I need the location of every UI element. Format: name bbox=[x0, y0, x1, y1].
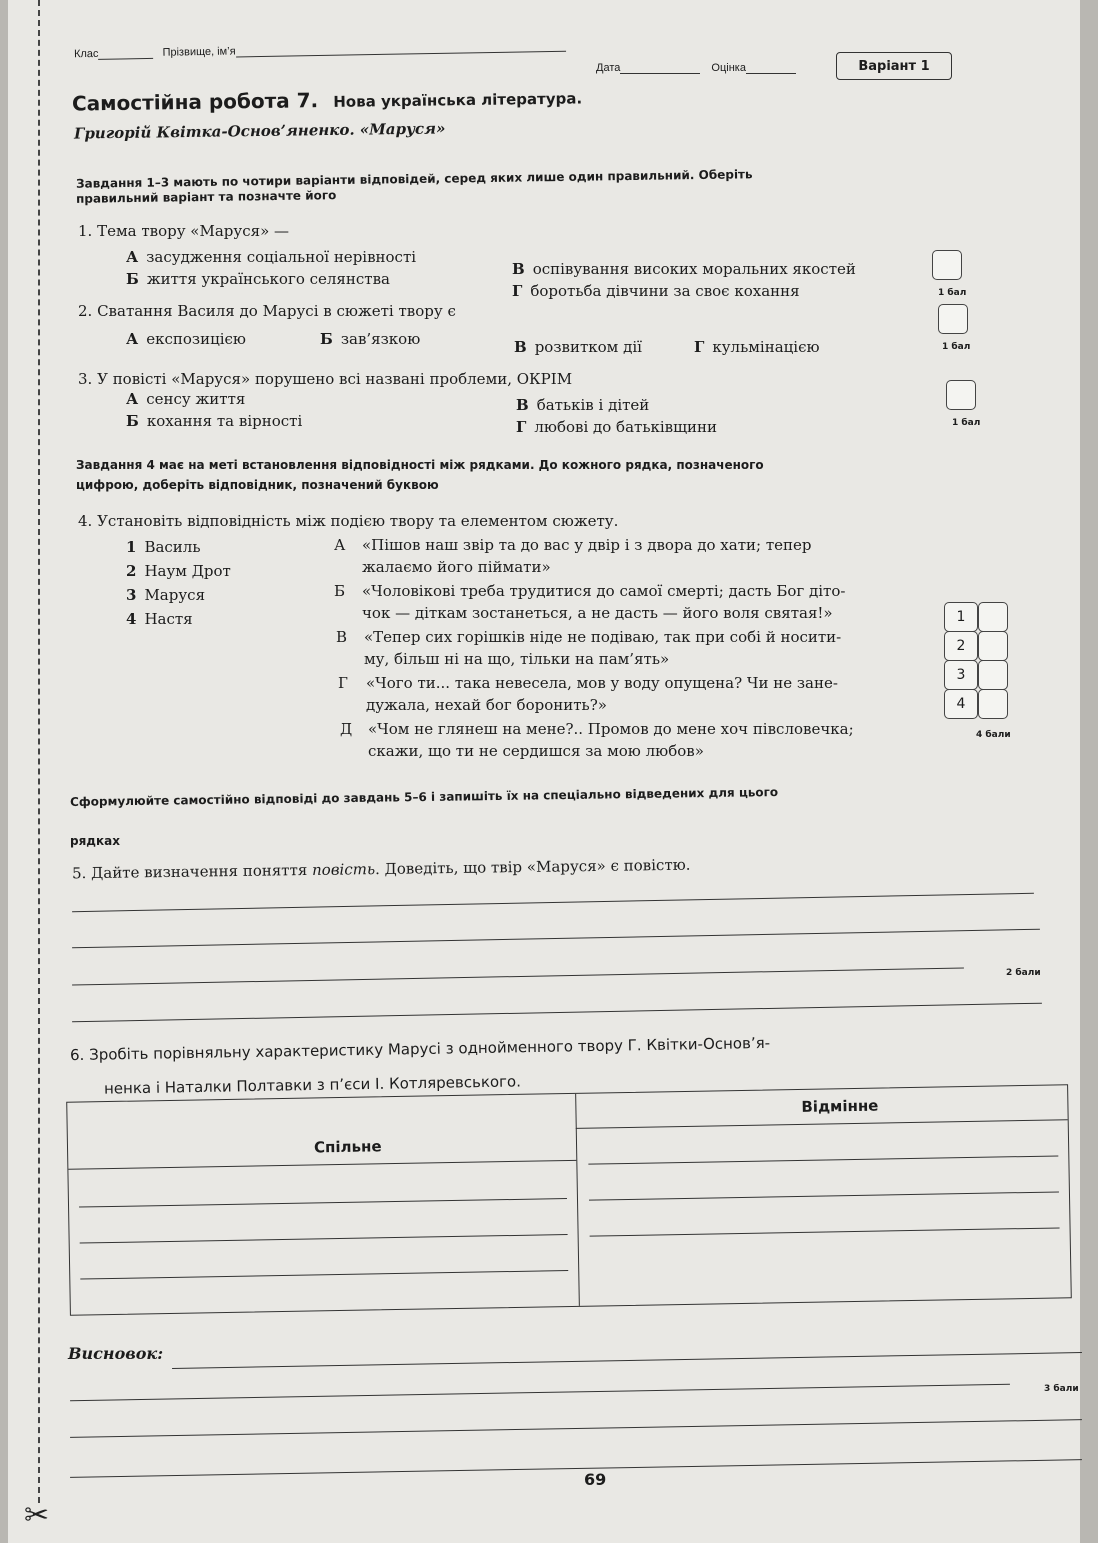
q4-right-letter: В bbox=[336, 628, 348, 646]
q3-option-g[interactable]: Г любові до батьківщини bbox=[516, 418, 718, 436]
page-title: Самостійна робота 7. bbox=[71, 88, 319, 116]
comparison-table bbox=[66, 1084, 1072, 1315]
q3-option-v[interactable]: В батьків і дітей bbox=[516, 396, 650, 414]
q1-option-g[interactable]: Г боротьба дівчини за своє кохання bbox=[512, 282, 800, 300]
name-label: Прізвище, ім’я bbox=[162, 45, 236, 59]
scissors-icon: ✂ bbox=[24, 1498, 50, 1533]
q3-option-b[interactable]: Б кохання та вірності bbox=[126, 412, 303, 430]
q4-right-line: «Чом не глянеш на мене?.. Промов до мене хоч півсловечка; bbox=[368, 720, 854, 738]
instruction-2-line1: Завдання 4 має на меті встановлення відповідності між рядками. До кожного рядка, позначеного bbox=[76, 458, 764, 472]
q4-answer-row bbox=[944, 689, 1010, 717]
answer-line[interactable] bbox=[80, 1270, 568, 1280]
question-6-line2: ненка і Наталки Полтавки з п’єси І. Котляревського. bbox=[103, 1072, 522, 1098]
q4-right-line: му, більш ні на що, тільки на пам’ять» bbox=[364, 650, 670, 668]
instruction-2-line2: цифрою, доберіть відповідник, позначений буквою bbox=[76, 478, 439, 492]
answer-line[interactable] bbox=[172, 1352, 1082, 1369]
q1-answer-box[interactable] bbox=[932, 250, 962, 280]
variant-badge: Варіант 1 bbox=[836, 52, 952, 80]
q4-right-line: «Чого ти... така невесела, мов у воду опущена? Чи не зане- bbox=[366, 674, 838, 692]
instruction-3-line1: Сформулюйте самостійно відповіді до завдань 5–6 і запишіть їх на спеціально відведених для цього bbox=[69, 785, 779, 809]
date-grade-row bbox=[596, 62, 796, 74]
q4-right-line: скажи, що ти не сердишся за мою любов» bbox=[368, 742, 704, 760]
instruction-3-line2: рядках bbox=[70, 834, 120, 848]
q1-option-b[interactable]: Б життя українського селянства bbox=[126, 270, 390, 288]
question-4-text: 4. Установіть відповідність між подією твору та елементом сюжету. bbox=[78, 512, 619, 530]
q3-score: 1 бал bbox=[952, 418, 981, 428]
q4-right-letter: А bbox=[334, 536, 346, 554]
answer-line[interactable] bbox=[72, 929, 1040, 949]
q6-score: 3 бали bbox=[1044, 1384, 1079, 1394]
answer-line[interactable] bbox=[70, 1459, 1082, 1478]
page-subtitle: Нова українська література. bbox=[333, 89, 583, 111]
q4-left-item: 4 Настя bbox=[126, 610, 193, 628]
q4-right-line: жалаємо його піймати» bbox=[362, 558, 551, 576]
col-common-header: Спільне bbox=[313, 1137, 382, 1157]
q4-answer-row bbox=[944, 660, 1010, 688]
q4-score: 4 бали bbox=[976, 730, 1011, 740]
class-field[interactable] bbox=[99, 58, 154, 60]
q4-answer-cell[interactable] bbox=[978, 602, 1008, 632]
answer-line[interactable] bbox=[72, 1003, 1042, 1023]
q4-right-letter: Б bbox=[334, 582, 346, 600]
answer-line[interactable] bbox=[72, 893, 1034, 912]
answer-line[interactable] bbox=[589, 1191, 1059, 1200]
q4-right-line: чок — діткам зостанеться, а не дасть — його воля святая!» bbox=[362, 604, 833, 622]
answer-line[interactable] bbox=[72, 967, 964, 985]
instruction-1-line1: Завдання 1–3 мають по чотири варіанти відповідей, серед яких лише один правильний. Оберіть bbox=[75, 167, 753, 191]
grade-field[interactable] bbox=[746, 73, 796, 74]
date-field[interactable] bbox=[620, 73, 700, 74]
q4-row-number: 3 bbox=[944, 660, 978, 690]
q5-score: 2 бали bbox=[1006, 968, 1041, 978]
grade-label: Оцінка bbox=[711, 62, 746, 74]
conclusion-label: Висновок: bbox=[68, 1344, 164, 1363]
question-2-text: 2. Сватання Василя до Марусі в сюжеті твору є bbox=[78, 302, 456, 320]
q2-answer-box[interactable] bbox=[938, 304, 968, 334]
q4-left-item: 3 Маруся bbox=[126, 586, 206, 604]
answer-line[interactable] bbox=[590, 1227, 1060, 1236]
worksheet-page bbox=[8, 0, 1080, 1543]
answer-line[interactable] bbox=[70, 1384, 1010, 1401]
q2-score: 1 бал bbox=[942, 342, 971, 352]
title-block bbox=[72, 84, 582, 115]
q4-row-number: 4 bbox=[944, 689, 978, 719]
q2-option-g[interactable]: Г кульмінацією bbox=[694, 338, 820, 356]
q4-right-letter: Д bbox=[340, 720, 353, 738]
answer-line[interactable] bbox=[588, 1155, 1058, 1164]
answer-line[interactable] bbox=[80, 1234, 568, 1244]
q4-row-number: 2 bbox=[944, 631, 978, 661]
q4-answer-cell[interactable] bbox=[978, 660, 1008, 690]
q4-row-number: 1 bbox=[944, 602, 978, 632]
q4-answer-row bbox=[944, 631, 1010, 659]
table-line bbox=[68, 1160, 576, 1170]
q2-option-a[interactable]: А експозицією bbox=[126, 330, 246, 348]
q4-right-line: «Пішов наш звір та до вас у двір і з двора до хати; тепер bbox=[362, 536, 812, 554]
q4-left-item: 1 Василь bbox=[126, 538, 201, 556]
instruction-1-line2: правильний варіант та позначте його bbox=[75, 188, 337, 206]
q2-option-v[interactable]: В розвитком дії bbox=[514, 338, 642, 356]
q4-left-item: 2 Наум Дрот bbox=[126, 562, 231, 580]
q4-answer-cell[interactable] bbox=[978, 689, 1008, 719]
date-label: Дата bbox=[596, 62, 621, 74]
question-5-text: 5. Дайте визначення поняття повість. Доведіть, що твір «Маруся» є повістю. bbox=[71, 855, 691, 883]
question-1-text: 1. Тема твору «Маруся» — bbox=[78, 222, 290, 240]
q4-answer-cell[interactable] bbox=[978, 631, 1008, 661]
q2-option-b[interactable]: Б зав’язкою bbox=[320, 330, 421, 348]
cut-line bbox=[38, 0, 40, 1503]
answer-line[interactable] bbox=[70, 1419, 1082, 1438]
question-6-line1: 6. Зробіть порівняльну характеристику Марусі з однойменного твору Г. Квітки-Основ’я- bbox=[69, 1033, 771, 1065]
author-line: Григорій Квітка-Основ’яненко. «Маруся» bbox=[73, 119, 446, 143]
q4-answer-row bbox=[944, 602, 1010, 630]
q3-answer-box[interactable] bbox=[946, 380, 976, 410]
q1-option-v[interactable]: В оспівування високих моральних якостей bbox=[512, 260, 856, 278]
q4-right-line: «Чоловікові треба трудитися до самої смерті; дасть Бог діто- bbox=[362, 582, 846, 600]
q3-option-a[interactable]: А сенсу життя bbox=[126, 390, 246, 408]
student-info-row bbox=[74, 40, 566, 61]
table-divider bbox=[575, 1094, 580, 1306]
class-label: Клас bbox=[73, 47, 99, 61]
col-different-header: Відмінне bbox=[801, 1096, 879, 1116]
q4-right-line: дужала, нехай бог боронить?» bbox=[366, 696, 607, 714]
q1-option-a[interactable]: А засудження соціальної нерівності bbox=[126, 248, 417, 266]
q1-score: 1 бал bbox=[938, 288, 967, 298]
page-number: 69 bbox=[584, 1470, 607, 1489]
answer-line[interactable] bbox=[79, 1198, 567, 1208]
table-line bbox=[576, 1119, 1068, 1129]
name-field[interactable] bbox=[236, 51, 566, 58]
q4-right-line: «Тепер сих горішків ніде не подіваю, так при собі й носити- bbox=[364, 628, 842, 646]
q4-right-letter: Г bbox=[338, 674, 348, 692]
question-3-text: 3. У повісті «Маруся» порушено всі названі проблеми, ОКРІМ bbox=[78, 370, 573, 388]
